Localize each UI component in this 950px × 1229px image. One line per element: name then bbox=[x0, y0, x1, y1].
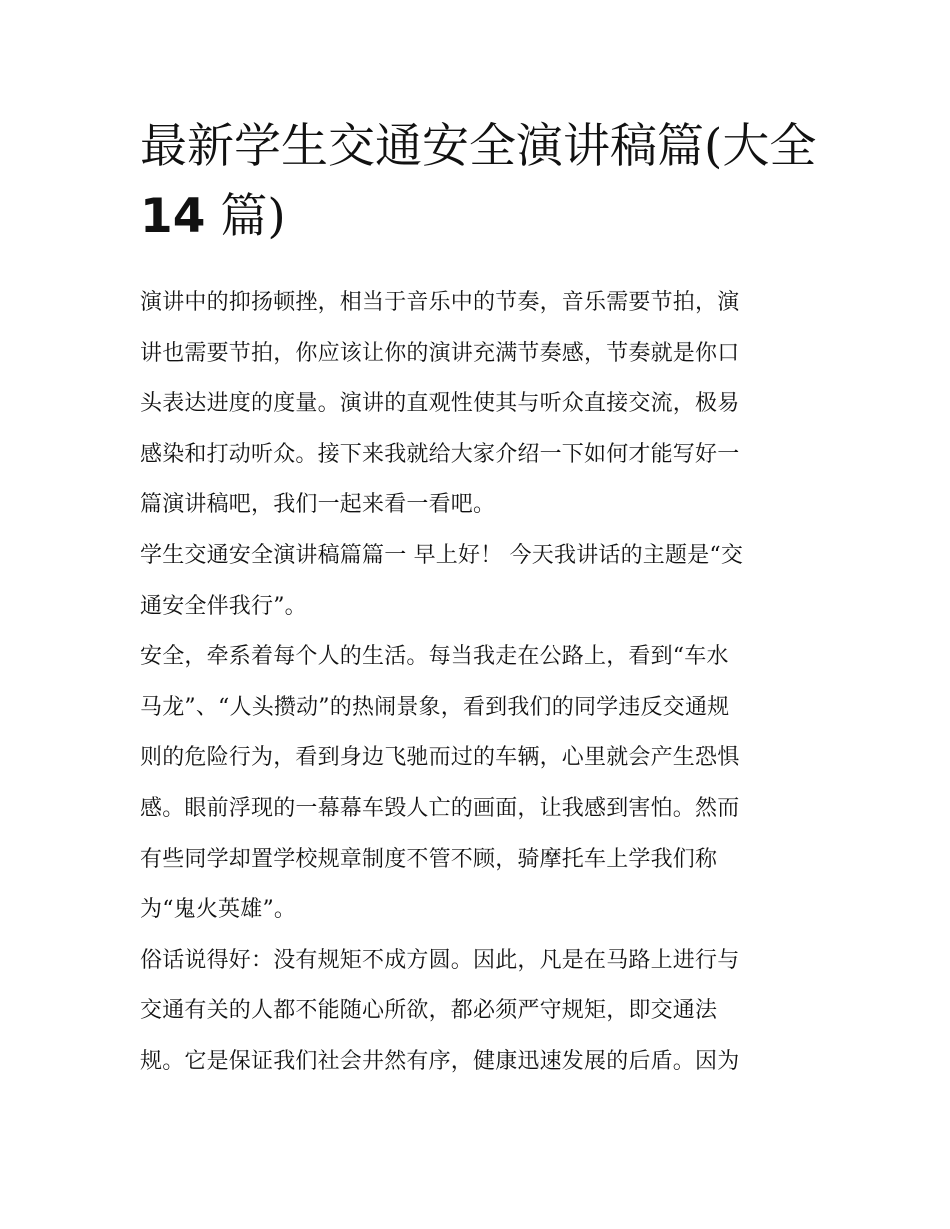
text-line: 为“鬼火英雄”。 bbox=[140, 897, 297, 923]
text-line: 安全，牵系着每个人的生活。每当我走在公路上，看到“车水 bbox=[140, 644, 729, 670]
text-line: 学生交通安全演讲稿篇篇一 早上好！ 今天我讲话的主题是“交 bbox=[140, 542, 744, 568]
paragraph-speech-opening bbox=[140, 531, 812, 632]
text-line: 俗话说得好：没有规矩不成方圆。因此，凡是在马路上进行与 bbox=[140, 947, 740, 973]
text-line: 感染和打动听众。接下来我就给大家介绍一下如何才能写好一 bbox=[140, 441, 740, 467]
text-line: 感。眼前浮现的一幕幕车毁人亡的画面，让我感到害怕。然而 bbox=[140, 795, 740, 821]
text-line: 规。它是保证我们社会井然有序，健康迅速发展的后盾。因为 bbox=[140, 1048, 740, 1074]
paragraph-safety bbox=[140, 632, 812, 936]
document-title bbox=[140, 112, 820, 252]
document-body bbox=[140, 278, 812, 1088]
title-number: 14 bbox=[140, 189, 206, 244]
text-line: 演讲中的抑扬顿挫，相当于音乐中的节奏，音乐需要节拍，演 bbox=[140, 290, 740, 315]
title-text-part2: 篇) bbox=[220, 189, 286, 244]
text-line: 篇演讲稿吧，我们一起来看一看吧。 bbox=[140, 492, 496, 518]
text-line: 马龙”、“人头攒动”的热闹景象，看到我们的同学违反交通规 bbox=[140, 694, 730, 720]
text-line: 讲也需要节拍，你应该让你的演讲充满节奏感，节奏就是你口 bbox=[140, 340, 740, 366]
paragraph-rules bbox=[140, 936, 812, 1088]
text-line: 有些同学却置学校规章制度不管不顾，骑摩托车上学我们称 bbox=[140, 846, 718, 872]
paragraph-intro bbox=[140, 278, 812, 531]
text-line: 头表达进度的度量。演讲的直观性使其与听众直接交流，极易 bbox=[140, 391, 740, 417]
text-line: 交通有关的人都不能随心所欲，都必须严守规矩，即交通法 bbox=[140, 998, 718, 1024]
title-text-part1: 最新学生交通安全演讲稿篇(大全 bbox=[140, 119, 817, 174]
text-line: 通安全伴我行”。 bbox=[140, 593, 307, 619]
text-line: 则的危险行为，看到身边飞驰而过的车辆，心里就会产生恐惧 bbox=[140, 745, 740, 771]
